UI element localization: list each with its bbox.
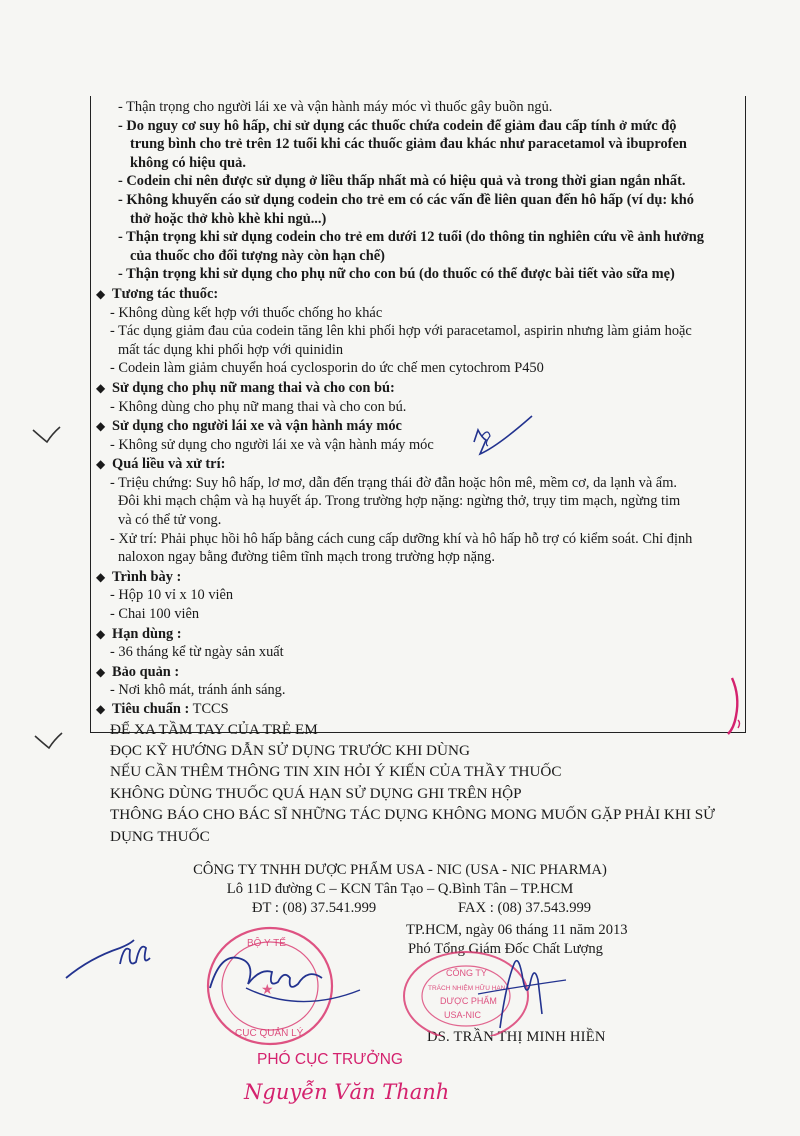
list-item: - 36 tháng kể từ ngày sản xuất <box>110 644 284 661</box>
list-item: - Triệu chứng: Suy hô hấp, lơ mơ, dẫn đến trạng thái đờ đẫn hoặc hôn mê, mềm cơ, da lạnh và ẩm. <box>110 474 677 491</box>
list-item: - Hộp 10 vỉ x 10 viên <box>110 587 234 604</box>
diamond-bullet-icon: ◆ <box>96 419 106 434</box>
signature-role: Phó Tổng Giám Đốc Chất Lượng <box>408 941 603 957</box>
precaution-line: - Thận trọng khi sử dụng codein cho trẻ em dưới 12 tuổi (do thông tin nghiên cứu về ảnh hưởng <box>118 229 704 246</box>
company-fax: FAX : (08) 37.543.999 <box>458 900 592 916</box>
section-heading-overdose: ◆ Quá liều và xử trí: <box>96 456 226 473</box>
company-address: Lô 11D đường C – KCN Tân Tạo – Q.Bình Tân – TP.HCM <box>226 881 574 897</box>
precaution-line: thở hoặc thở khò khè khi ngủ...) <box>130 210 327 227</box>
precaution-line: không có hiệu quả. <box>130 154 246 171</box>
list-item: Đôi khi mạch chậm và hạ huyết áp. Trong trường hợp nặng: ngừng thở, trụy tim mạch, ngừng tim <box>118 493 681 510</box>
signature-name: DS. TRẦN THỊ MINH HIỀN <box>427 1029 606 1045</box>
svg-text:CÔNG TY: CÔNG TY <box>446 968 487 978</box>
warning-line: ĐỂ XA TẦM TAY CỦA TRẺ EM <box>110 720 318 738</box>
precaution-line: - Thận trọng khi sử dụng cho phụ nữ cho con bú (do thuốc có thể được bài tiết vào sữa mẹ) <box>118 266 675 283</box>
diamond-bullet-icon: ◆ <box>96 569 106 584</box>
leaflet-body <box>96 98 738 847</box>
section-heading-standard: ◆ Tiêu chuẩn : TCCS <box>96 701 229 717</box>
margin-mark-icon <box>722 676 748 738</box>
approval-name: Nguyễn Văn Thanh <box>244 1080 450 1104</box>
company-phone: ĐT : (08) 37.541.999 <box>252 900 377 916</box>
list-item: - Codein làm giảm chuyển hoá cyclosporin do ức chế men cytochrom P450 <box>110 360 544 377</box>
company-name: CÔNG TY TNHH DƯỢC PHẨM USA - NIC (USA - NIC PHARMA) <box>193 862 607 878</box>
list-item: - Không dùng kết hợp với thuốc chống ho khác <box>110 304 383 321</box>
svg-text:★: ★ <box>261 983 274 998</box>
precaution-line: - Codein chỉ nên được sử dụng ở liều thấp nhất mà có hiệu quả và trong thời gian ngắn nhất. <box>118 173 686 190</box>
diamond-bullet-icon: ◆ <box>96 457 106 472</box>
precaution-line: - Không khuyến cáo sử dụng codein cho trẻ em có các vấn đề liên quan đến hô hấp (ví dụ: khó <box>118 191 694 208</box>
list-item: - Tác dụng giảm đau của codein tăng lên khi phối hợp với paracetamol, aspirin nhưng làm giảm hoặc <box>110 323 692 340</box>
diamond-bullet-icon: ◆ <box>96 626 106 641</box>
svg-text:TRÁCH NHIỆM HỮU HẠN: TRÁCH NHIỆM HỮU HẠN <box>428 985 506 992</box>
diamond-bullet-icon: ◆ <box>96 380 106 395</box>
initials-mark-icon <box>468 410 540 466</box>
section-heading-storage: ◆ Bảo quản : <box>96 663 180 680</box>
approval-title: PHÓ CỤC TRƯỞNG <box>257 1051 403 1068</box>
precaution-line: - Do nguy cơ suy hô hấp, chỉ sử dụng các thuốc chứa codein để giảm đau cấp tính ở mức độ <box>118 117 677 134</box>
section-heading-interactions: ◆ Tương tác thuốc: <box>96 285 219 302</box>
section-heading-pregnancy: ◆ Sử dụng cho phụ nữ mang thai và cho con bú: <box>96 379 395 396</box>
precaution-line: của thuốc cho đối tượng này còn hạn chế) <box>130 247 385 264</box>
section-heading-presentation: ◆ Trình bày : <box>96 568 182 585</box>
list-item: - Không sử dụng cho người lái xe và vận hành máy móc <box>110 436 434 453</box>
approver-signature-icon <box>60 918 370 1028</box>
warning-line: ĐỌC KỸ HƯỚNG DẪN SỬ DỤNG TRƯỚC KHI DÙNG <box>110 742 470 759</box>
warning-line: THÔNG BÁO CHO BÁC SĨ NHỮNG TÁC DỤNG KHÔNG MONG MUỐN GẶP PHẢI KHI SỬ <box>110 806 715 824</box>
section-heading-shelf-life: ◆ Hạn dùng : <box>96 625 182 642</box>
diamond-bullet-icon: ◆ <box>96 664 106 679</box>
svg-text:USA-NIC: USA-NIC <box>444 1010 482 1020</box>
warning-line: DỤNG THUỐC <box>110 827 210 845</box>
list-item: - Xử trí: Phải phục hồi hô hấp bằng cách cung cấp dưỡng khí và hô hấp hỗ trợ có kiểm soát. Chỉ định <box>110 530 693 547</box>
director-signature-icon <box>470 944 600 1040</box>
diamond-bullet-icon: ◆ <box>96 702 106 716</box>
warning-line: KHÔNG DÙNG THUỐC QUÁ HẠN SỬ DỤNG GHI TRÊN HỘP <box>110 784 522 802</box>
precaution-line: trung bình cho trẻ trên 12 tuổi khi các thuốc giảm đau khác như paracetamol và ibuprofen <box>130 136 687 153</box>
list-item: và có thể tử vong. <box>118 512 222 529</box>
svg-text:DƯỢC PHẨM: DƯỢC PHẨM <box>440 996 497 1006</box>
precaution-line: - Thận trọng cho người lái xe và vận hành máy móc vì thuốc gây buồn ngủ. <box>118 99 553 115</box>
svg-text:CỤC QUẢN LÝ: CỤC QUẢN LÝ <box>235 1028 304 1039</box>
list-item: - Nơi khô mát, tránh ánh sáng. <box>110 682 286 699</box>
list-item: - Chai 100 viên <box>110 606 200 623</box>
section-heading-driving: ◆ Sử dụng cho người lái xe và vận hành máy móc <box>96 418 402 435</box>
warning-line: NẾU CẦN THÊM THÔNG TIN XIN HỎI Ý KIẾN CỦA THẦY THUỐC <box>110 763 562 781</box>
list-item: mất tác dụng khi phối hợp với quinidin <box>118 341 344 358</box>
check-mark-icon <box>32 730 64 752</box>
svg-text:BỘ Y TẾ: BỘ Y TẾ <box>247 938 286 949</box>
check-mark-icon <box>30 424 62 446</box>
list-item: naloxon ngay bằng đường tiêm tĩnh mạch trong trường hợp nặng. <box>118 549 495 566</box>
signature-date: TP.HCM, ngày 06 tháng 11 năm 2013 <box>406 922 628 938</box>
diamond-bullet-icon: ◆ <box>96 286 106 301</box>
list-item: - Không dùng cho phụ nữ mang thai và cho con bú. <box>110 398 407 415</box>
